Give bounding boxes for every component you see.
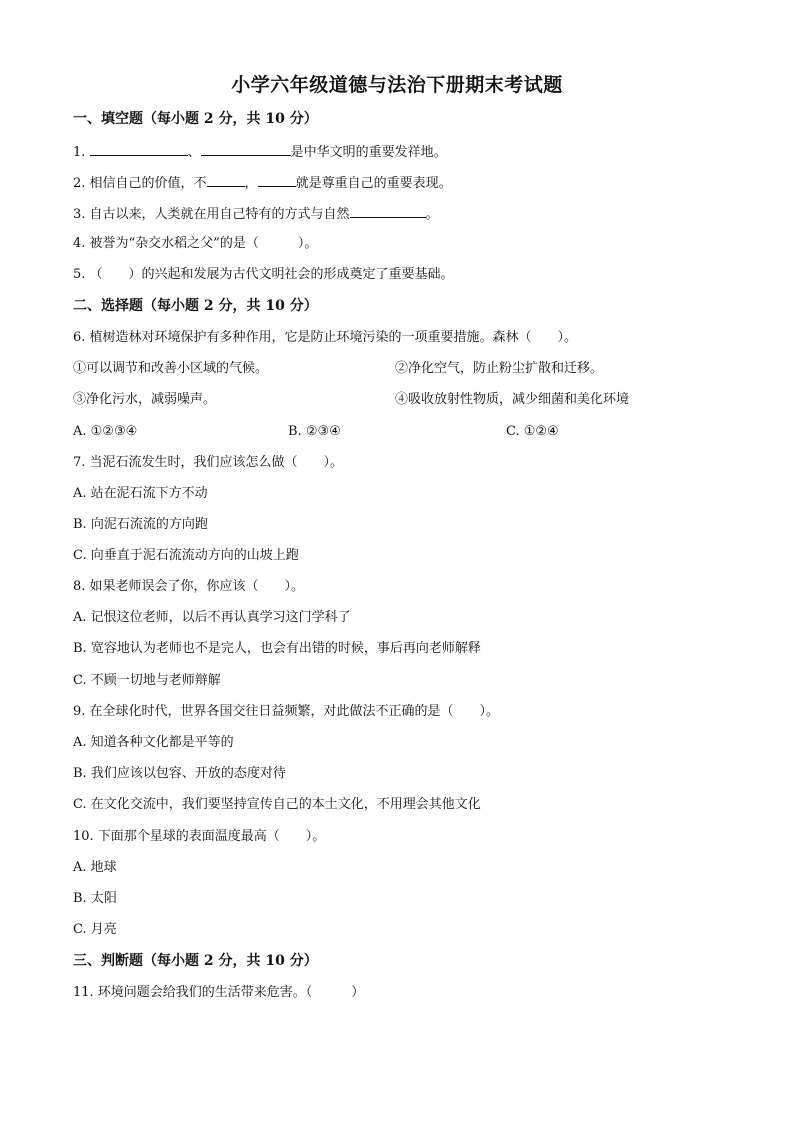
question-1-blank-2[interactable] <box>201 142 291 156</box>
question-2-tail: 就是尊重自己的重要表现。 <box>295 176 452 191</box>
section-heading-fill-in: 一、填空题（每小题 2 分，共 10 分） <box>73 111 318 127</box>
question-2-blank-1[interactable] <box>207 173 245 187</box>
question-10-option-c[interactable]: C. 月亮 <box>73 922 117 937</box>
question-6-option-c[interactable]: C. ①②④ <box>506 424 559 439</box>
question-3-tail: 。 <box>425 207 439 222</box>
question-4: 4. 被誉为“杂交水稻之父”的是（ ）。 <box>73 236 318 251</box>
question-2-head: 2. 相信自己的价值，不 <box>73 176 207 191</box>
section-heading-choice: 二、选择题（每小题 2 分，共 10 分） <box>73 298 318 314</box>
question-8-option-b[interactable]: B. 宽容地认为老师也不是完人，也会有出错的时候，事后再向老师解释 <box>73 641 481 656</box>
question-6-statement-1: ①可以调节和改善小区域的气候。 <box>73 361 269 376</box>
question-1-tail: 是中华文明的重要发祥地。 <box>290 145 447 160</box>
question-11: 11. 环境问题会给我们的生活带来危害。（ ） <box>73 985 365 1000</box>
question-2 <box>73 173 452 193</box>
question-8-option-a[interactable]: A. 记恨这位老师，以后不再认真学习这门学科了 <box>73 610 351 625</box>
question-6-statement-3: ③净化污水，减弱噪声。 <box>73 392 217 407</box>
question-7-option-b[interactable]: B. 向泥石流流的方向跑 <box>73 517 208 532</box>
question-1-blank-1[interactable] <box>90 142 188 156</box>
question-10-option-a[interactable]: A. 地球 <box>73 860 117 875</box>
question-8-option-c[interactable]: C. 不顾一切地与老师辩解 <box>73 673 221 688</box>
question-6: 6. 植树造林对环境保护有多种作用，它是防止环境污染的一项重要措施。森林（ ）。 <box>73 330 578 345</box>
question-9-option-c[interactable]: C. 在文化交流中，我们要坚持宣传自己的本土文化，不用理会其他文化 <box>73 797 481 812</box>
page-title: 小学六年级道德与法治下册期末考试题 <box>231 74 563 96</box>
question-3 <box>73 204 439 224</box>
question-9-option-b[interactable]: B. 我们应该以包容、开放的态度对待 <box>73 766 286 781</box>
question-2-blank-2[interactable] <box>258 173 296 187</box>
question-1 <box>73 142 447 162</box>
section-heading-judgement: 三、判断题（每小题 2 分，共 10 分） <box>73 953 318 969</box>
question-1-separator: 、 <box>187 145 201 160</box>
question-6-option-a[interactable]: A. ①②③④ <box>73 424 138 439</box>
question-1-number: 1. <box>73 145 86 160</box>
question-5: 5. （ ）的兴起和发展为古代文明社会的形成奠定了重要基础。 <box>73 267 454 282</box>
question-7: 7. 当泥石流发生时，我们应该怎么做（ ）。 <box>73 455 344 470</box>
question-8: 8. 如果老师误会了你，你应该（ ）。 <box>73 579 305 594</box>
question-6-statement-4: ④吸收放射性物质，减少细菌和美化环境 <box>395 392 630 407</box>
question-9-option-a[interactable]: A. 知道各种文化都是平等的 <box>73 735 234 750</box>
question-3-head: 3. 自古以来，人类就在用自己特有的方式与自然 <box>73 207 350 222</box>
question-6-statement-2: ②净化空气，防止粉尘扩散和迁移。 <box>395 361 604 376</box>
question-9: 9. 在全球化时代，世界各国交往日益频繁，对此做法不正确的是（ ）。 <box>73 704 500 719</box>
question-2-mid: ， <box>244 176 258 191</box>
question-7-option-c[interactable]: C. 向垂直于泥石流流动方向的山坡上跑 <box>73 548 299 563</box>
question-10: 10. 下面那个星球的表面温度最高（ ）。 <box>73 829 326 844</box>
question-7-option-a[interactable]: A. 站在泥石流下方不动 <box>73 486 208 501</box>
question-6-option-b[interactable]: B. ②③④ <box>288 424 341 439</box>
question-3-blank[interactable] <box>350 204 426 218</box>
question-10-option-b[interactable]: B. 太阳 <box>73 891 117 906</box>
